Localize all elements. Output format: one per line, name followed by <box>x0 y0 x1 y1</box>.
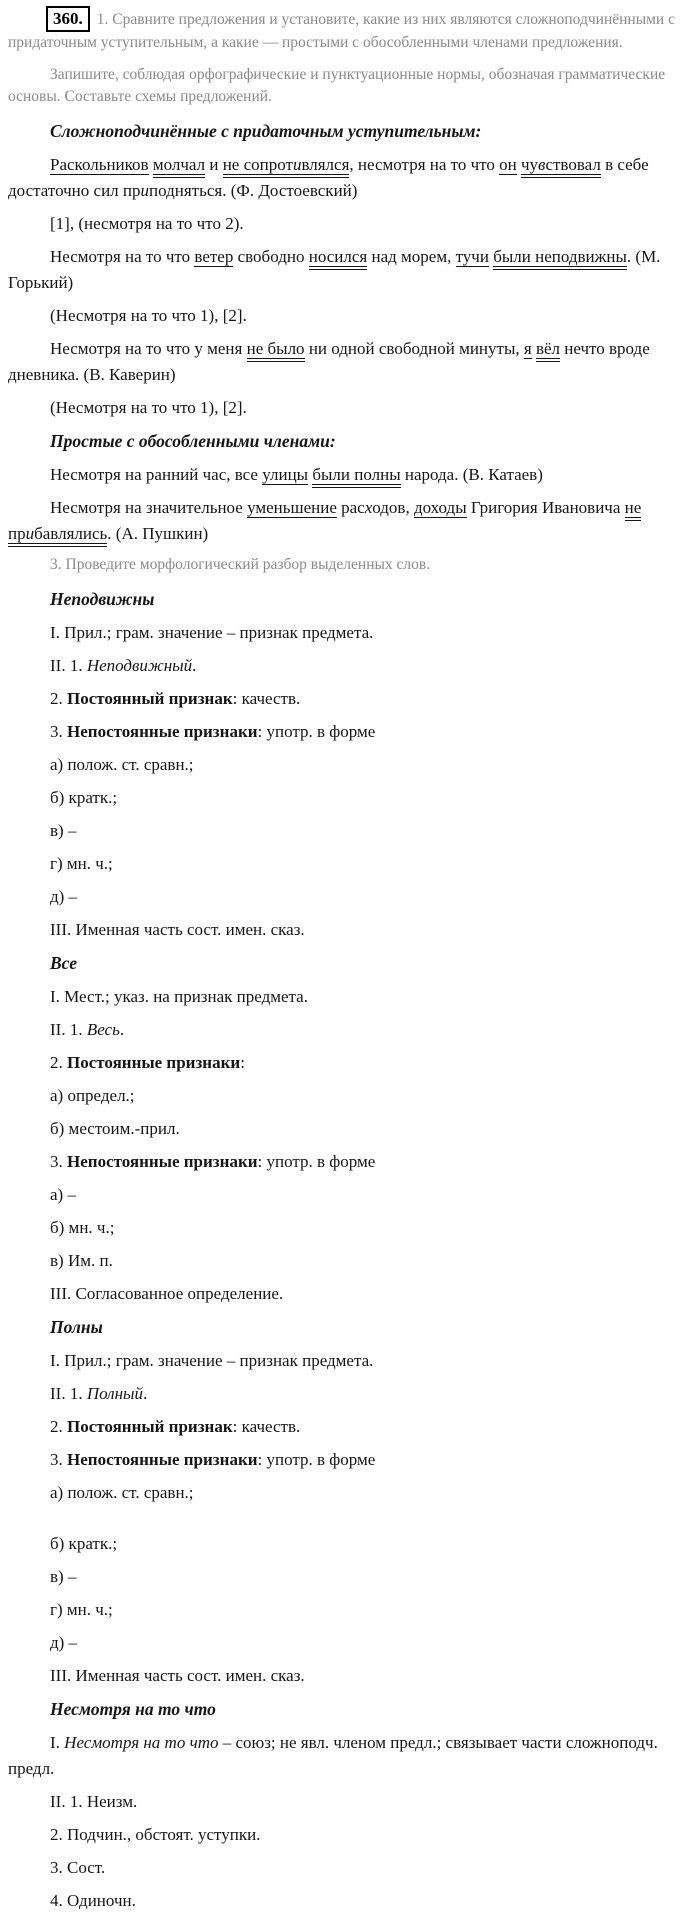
text-run: – союз; не явл. членом предл.; связывает части сложноподч. предл. <box>8 1733 658 1778</box>
predicate-underlined: и <box>26 524 35 547</box>
subject-underlined: доходы <box>413 498 467 517</box>
analysis-line <box>8 1017 694 1043</box>
text-run: Несмотря на то что <box>64 1733 219 1752</box>
text-run: : <box>240 1053 245 1072</box>
analysis-line <box>8 1248 694 1274</box>
analysis-line <box>8 917 694 943</box>
analysis-line <box>8 785 694 811</box>
analysis-line <box>8 1597 694 1623</box>
sentence-scheme: (Несмотря на то что 1), [2]. <box>50 306 247 325</box>
text-run: I. <box>50 1733 65 1752</box>
analysis-word-title: Все <box>50 953 77 973</box>
text-run: II. 1. <box>50 656 87 675</box>
text-run: I. Мест.; указ. на признак предмета. <box>50 987 308 1006</box>
predicate-underlined: влялся <box>301 155 349 178</box>
text-run: свободно <box>233 247 309 266</box>
analysis-line <box>8 1855 694 1881</box>
analysis-line <box>8 1663 694 1689</box>
document-body <box>8 6 694 1914</box>
text-run: II. 1. Неизм. <box>50 1792 138 1811</box>
analysis-line <box>8 1050 694 1076</box>
text-run: над морем, <box>367 247 456 266</box>
text-run: Постоянный признак <box>67 1417 233 1436</box>
text-run: . (М. Горький) <box>8 247 661 292</box>
analysis-line <box>8 1348 694 1374</box>
analysis-line <box>8 1083 694 1109</box>
subject-underlined: Раскольников <box>50 155 149 174</box>
text-run: : употр. в форме <box>257 1152 376 1171</box>
text-run: и <box>140 181 149 200</box>
example-sentence <box>8 462 694 488</box>
section-heading: Сложноподчинённые с придаточным уступительным: <box>50 121 482 141</box>
text-run: I. Прил.; грам. значение – признак предмета. <box>50 1351 374 1370</box>
task-note: 3. Проведите морфологический разбор выделенных слов. <box>50 556 431 573</box>
text-run: Постоянный признак <box>67 689 233 708</box>
text-run: . <box>192 656 197 675</box>
predicate-underlined: не пр <box>8 498 641 547</box>
analysis-line <box>8 1888 694 1914</box>
predicate-underlined: молчал <box>153 155 205 178</box>
analysis-line <box>8 1789 694 1815</box>
text-run: б) кратк.; <box>50 788 118 807</box>
predicate-underlined: в <box>538 155 545 178</box>
text-run: Непостоянные признаки <box>67 722 258 741</box>
text-run: рас <box>336 498 365 517</box>
analysis-word-title: Полны <box>50 1317 103 1337</box>
text-run: народа. (В. Катаев) <box>400 465 543 484</box>
analysis-line <box>8 1630 694 1656</box>
text-run: а) полож. ст. сравн.; <box>50 1483 194 1502</box>
text-run: II. 1. <box>50 1020 87 1039</box>
example-sentence <box>8 244 694 296</box>
analysis-line <box>8 719 694 745</box>
text-run: Неподвижный <box>86 656 193 675</box>
analysis-line <box>8 752 694 778</box>
analysis-line <box>8 1381 694 1407</box>
text-run: 2. Подчин., обстоят. уступки. <box>50 1825 261 1844</box>
text-run: . <box>143 1384 148 1403</box>
sentence-scheme: (Несмотря на то что 1), [2]. <box>50 398 247 417</box>
text-run: Несмотря на ранний час, все <box>50 465 263 484</box>
text-run: II. 1. <box>50 1384 87 1403</box>
task-note: Запишите, соблюдая орфографические и пунктуационные нормы, обозначая грамматические основы. Составьте схемы предложений. <box>8 66 666 105</box>
text-run: . (А. Пушкин) <box>107 524 209 543</box>
text-run: и <box>205 155 223 174</box>
text-run: Григория Ивановича <box>466 498 625 517</box>
text-run: Постоянные признаки <box>67 1053 241 1072</box>
example-sentence <box>8 336 694 388</box>
text-run: 2. <box>50 689 67 708</box>
text-run: подняться. (Ф. Достоевский) <box>149 181 358 200</box>
analysis-word-title: Несмотря на то что <box>50 1699 216 1719</box>
predicate-underlined: и <box>293 155 302 178</box>
text-run: I. Прил.; грам. значение – признак предмета. <box>50 623 374 642</box>
task-description <box>8 6 694 54</box>
text-run: Несмотря на то что <box>50 247 195 266</box>
analysis-line <box>8 1564 694 1590</box>
predicate-underlined: не было <box>247 339 305 362</box>
text-run: в) Им. п. <box>50 1251 113 1270</box>
subject-underlined: уменьшение <box>247 498 337 517</box>
text-run: 3. Сост. <box>50 1858 106 1877</box>
analysis-line <box>8 1531 694 1557</box>
text-run: в) – <box>50 1567 77 1586</box>
text-run: б) местоим.-прил. <box>50 1119 180 1138</box>
analysis-line <box>8 818 694 844</box>
text-run: III. Именная часть сост. имен. сказ. <box>50 1666 305 1685</box>
analysis-line <box>8 1730 694 1782</box>
subject-underlined: улицы <box>262 465 309 484</box>
text-run: х <box>364 498 373 517</box>
predicate-underlined: были полны <box>312 465 400 488</box>
subject-underlined: он <box>499 155 517 174</box>
text-run: г) мн. ч.; <box>50 1600 113 1619</box>
analysis-line <box>8 1281 694 1307</box>
text-run: Непостоянные признаки <box>67 1152 258 1171</box>
predicate-underlined: были неподвижны <box>493 247 627 270</box>
text-run: а) определ.; <box>50 1086 135 1105</box>
task-description-text: 1. Сравните предложения и установите, какие из них являются сложноподчинёнными с придаточным уступительным, а какие — простыми с обособленными членами предложения. <box>8 11 675 51</box>
text-run: : качеств. <box>232 689 301 708</box>
text-run: 4. Одиночн. <box>50 1891 136 1910</box>
task-number-badge: 360. <box>46 6 90 32</box>
text-run: 3. <box>50 1450 67 1469</box>
analysis-line <box>8 686 694 712</box>
text-run: : употр. в форме <box>257 722 376 741</box>
subject-underlined: я <box>523 339 532 358</box>
text-run: 2. <box>50 1053 67 1072</box>
analysis-line <box>8 1182 694 1208</box>
text-run: Непостоянные признаки <box>67 1450 258 1469</box>
analysis-line <box>8 1447 694 1473</box>
sentence-scheme: [1], (несмотря на то что 2). <box>50 214 244 233</box>
text-run: одов, <box>372 498 414 517</box>
text-run: б) кратк.; <box>50 1534 118 1553</box>
text-run: а) – <box>50 1185 76 1204</box>
predicate-underlined: чу <box>521 155 538 178</box>
analysis-line <box>8 653 694 679</box>
text-run: Полный <box>86 1384 144 1403</box>
analysis-line <box>8 1822 694 1848</box>
analysis-line <box>8 884 694 910</box>
analysis-line <box>8 1480 694 1506</box>
predicate-underlined: вёл <box>536 339 560 362</box>
text-run: нечто вроде дневника. (В. Каверин) <box>8 339 650 384</box>
text-run: III. Согласованное определение. <box>50 1284 284 1303</box>
text-run: б) мн. ч.; <box>50 1218 115 1237</box>
predicate-underlined: бавлялись <box>34 524 107 547</box>
example-sentence <box>8 152 694 204</box>
analysis-line <box>8 1116 694 1142</box>
analysis-line <box>8 984 694 1010</box>
text-run: , несмотря на то что <box>349 155 500 174</box>
text-run: 3. <box>50 722 67 741</box>
analysis-line <box>8 1149 694 1175</box>
text-run: Несмотря на то что у меня <box>50 339 247 358</box>
text-run: . <box>119 1020 125 1039</box>
text-run: Несмотря на значительное <box>50 498 248 517</box>
text-run: ни одной свободной минуты, <box>304 339 524 358</box>
analysis-line <box>8 1215 694 1241</box>
analysis-line <box>8 620 694 646</box>
text-run: 2. <box>50 1417 67 1436</box>
text-run: Весь <box>86 1020 120 1039</box>
text-run: : употр. в форме <box>257 1450 376 1469</box>
analysis-line <box>8 1414 694 1440</box>
text-run: : качеств. <box>232 1417 301 1436</box>
section-heading: Простые с обособленными членами: <box>50 431 336 451</box>
analysis-word-title: Неподвижны <box>50 589 155 609</box>
predicate-underlined: ствовал <box>545 155 600 178</box>
predicate-underlined: не сопрот <box>223 155 293 178</box>
subject-underlined: тучи <box>455 247 489 266</box>
example-sentence <box>8 495 694 547</box>
text-run: в себе достаточно сил пр <box>8 155 649 200</box>
text-run: III. Именная часть сост. имен. сказ. <box>50 920 305 939</box>
text-run: а) полож. ст. сравн.; <box>50 755 194 774</box>
predicate-underlined: носился <box>309 247 368 270</box>
text-run: г) мн. ч.; <box>50 854 113 873</box>
analysis-line <box>8 851 694 877</box>
text-run: 3. <box>50 1152 67 1171</box>
text-run: в) – <box>50 821 77 840</box>
text-run: д) – <box>50 887 78 906</box>
text-run: д) – <box>50 1633 78 1652</box>
subject-underlined: ветер <box>194 247 234 266</box>
